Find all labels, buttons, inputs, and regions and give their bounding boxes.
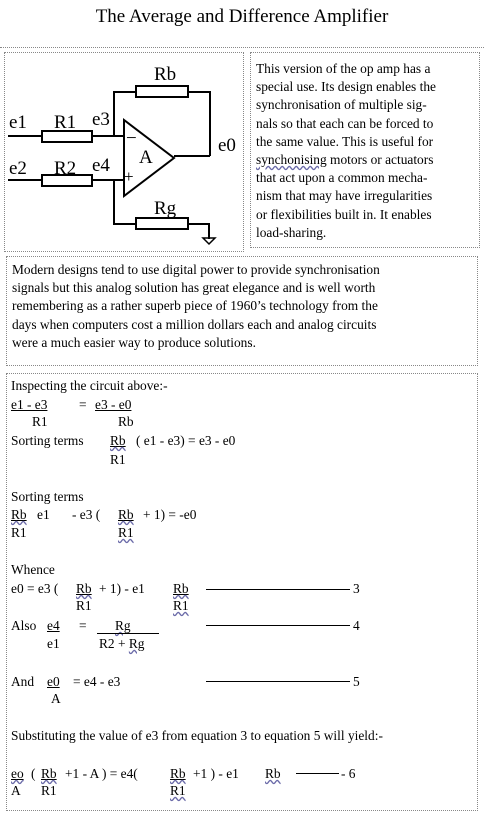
eq6-rb	[41, 766, 57, 782]
whence-text: Whence	[11, 562, 55, 577]
ground-wire	[188, 224, 209, 239]
sort2-mid: - e3 (	[72, 507, 101, 522]
eq6-leader-line	[296, 773, 339, 774]
label-e2: e2	[9, 158, 27, 179]
sort2-rb2-text: Rb	[118, 507, 134, 522]
intro-line: nism that may have irregularities	[256, 188, 433, 204]
sort2-tail: + 1) = -e0	[143, 507, 197, 522]
title-divider	[0, 47, 484, 48]
and-text: And	[11, 674, 35, 689]
sort2-rb	[11, 507, 27, 523]
misspelled-word: synchonising	[256, 152, 327, 168]
eq5-leader-line	[206, 681, 350, 682]
sort1-rb-text: Rb	[110, 433, 126, 448]
eq3-rb	[76, 581, 92, 597]
label-r2: R2	[54, 158, 77, 179]
label-e1: e1	[9, 112, 27, 133]
label-rb: Rb	[154, 64, 177, 85]
intro-line: the same value. This is useful for	[256, 133, 434, 149]
eq1-numerator-left: e1 - e3	[11, 397, 48, 412]
eq3-rb2	[173, 581, 189, 597]
eq1-denominator-right: Rb	[118, 414, 134, 429]
label-e0: e0	[218, 135, 236, 156]
eq3-mid: + 1) - e1	[99, 581, 145, 596]
eq6-open: (	[31, 766, 36, 781]
sort2-label: Sorting terms	[11, 489, 84, 504]
modern-line: signals but this analog solution has great elegance and is well worth	[12, 280, 376, 296]
eq6-mid: +1 - A ) = e4(	[65, 766, 138, 781]
eq1-numerator-right: e3 - e0	[95, 397, 132, 412]
eq1-denominator-left: R1	[32, 414, 48, 429]
eq3-r1b-text: R1	[173, 598, 189, 613]
eq6-rb2	[170, 766, 186, 782]
intro-line: load-sharing.	[256, 224, 327, 240]
rb-resistor	[136, 86, 188, 97]
eq5-e0: e0	[47, 674, 60, 689]
sort1-r1: R1	[110, 452, 126, 467]
page-title: The Average and Difference Amplifier	[95, 6, 389, 27]
eq3-r1b	[173, 598, 189, 614]
eq4-denominator: R2 + Rg	[99, 636, 145, 651]
eq4-leader-line	[206, 625, 350, 626]
rg-resistor	[136, 218, 188, 229]
modern-line: days when computers cost a million dollars each and analog circuits	[12, 316, 377, 332]
intro-line: that act upon a common mecha-	[256, 170, 428, 186]
eq6-rb-text: Rb	[41, 766, 57, 781]
eq4-e1: e1	[47, 636, 60, 651]
eq6-r1b-text: R1	[170, 783, 186, 798]
eq4-rg	[115, 618, 131, 634]
sort2-r1: R1	[11, 525, 27, 540]
sort2-rb-text: Rb	[11, 507, 27, 522]
intro-line: This version of the op amp has a	[256, 61, 431, 76]
sort1-rb	[110, 433, 126, 449]
sort2-e1: e1	[37, 507, 50, 522]
substituting-text: Substituting the value of e3 from equation 3 to equation 5 will yield:-	[11, 728, 383, 743]
eq6-a: A	[11, 783, 21, 798]
sort2-r1b	[118, 525, 134, 541]
eq6-r1b	[170, 783, 186, 799]
eq3-left: e0 = e3 (	[11, 581, 59, 596]
intro-line: or flexibilities built in. It enables	[256, 206, 432, 222]
eq4-equals: =	[79, 618, 87, 633]
intro-paragraph	[256, 60, 480, 242]
label-rg: Rg	[154, 198, 177, 219]
eq6-number: - 6	[341, 766, 356, 781]
intro-line-rest: motors or actuators	[326, 152, 434, 168]
eq5-a: A	[51, 691, 61, 706]
intro-line: synchronisation of multiple sig-	[256, 97, 427, 113]
modern-line: remembering as a rather superb piece of 1960’s technology from the	[12, 298, 378, 314]
eq6-eo	[11, 766, 24, 782]
label-minus: −	[126, 128, 137, 149]
eq4-den-rg: Rg	[128, 636, 145, 651]
eq6-mid2: +1 ) - e1	[193, 766, 239, 781]
modern-line: were a much easier way to produce solutions.	[12, 334, 256, 350]
eq3-r1: R1	[76, 598, 92, 613]
eq3-rb2-text: Rb	[173, 581, 189, 596]
eq6-rb3-text: Rb	[265, 766, 281, 781]
eq1-equals: =	[79, 397, 87, 412]
eq3-leader-line	[206, 589, 350, 590]
modern-paragraph	[12, 261, 478, 352]
eq6-eo-text: eo	[11, 766, 24, 781]
label-a: A	[139, 147, 153, 168]
intro-line: nals so that each can be forced to	[256, 115, 434, 131]
eq3-number: 3	[353, 581, 360, 596]
eq5-number: 5	[353, 674, 360, 689]
eq6-r1: R1	[41, 783, 57, 798]
label-r1: R1	[54, 112, 77, 133]
sort2-r1b-text: R1	[118, 525, 134, 540]
eq4-e4: e4	[47, 618, 60, 633]
eq6-rb2-text: Rb	[170, 766, 186, 781]
circuit-diagram	[4, 52, 244, 252]
sort2-rb2	[118, 507, 134, 523]
rb-output-wire	[188, 92, 210, 156]
label-plus: +	[124, 167, 134, 186]
also-text: Also	[11, 618, 37, 633]
eq5-rest: = e4 - e3	[73, 674, 121, 689]
eq4-fraction-bar	[97, 633, 159, 634]
label-e3: e3	[92, 109, 110, 130]
sort1-rest: ( e1 - e3) = e3 - e0	[136, 433, 236, 448]
intro-line: special use. Its design enables the	[256, 79, 436, 95]
eq4-number: 4	[353, 618, 360, 633]
eq3-rb-text: Rb	[76, 581, 92, 596]
modern-line: Modern designs tend to use digital power to provide synchronisation	[12, 262, 380, 277]
eq4-rg-text: Rg	[115, 618, 131, 633]
intro-line	[256, 151, 480, 169]
sort1-label: Sorting terms	[11, 433, 84, 448]
eq6-rb3	[265, 766, 281, 782]
inspecting-text: Inspecting the circuit above:-	[11, 378, 168, 393]
label-e4: e4	[92, 155, 110, 176]
